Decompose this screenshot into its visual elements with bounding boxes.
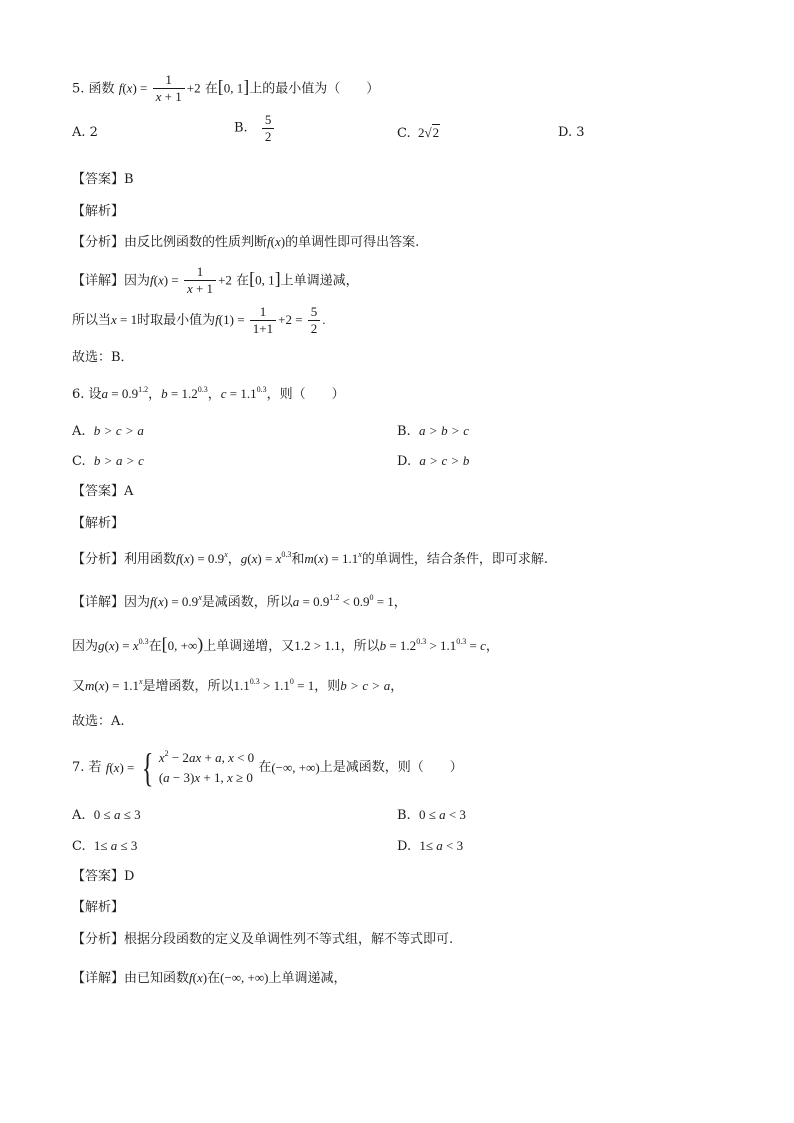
q7-detail: 【详解】由已知函数f(x)在(−∞, +∞)上单调递减， (72, 970, 347, 986)
q7-option-c: C. 1≤ a ≤ 3 (72, 838, 138, 854)
q5-option-a: A. 2 (72, 125, 98, 140)
q6-stem: 6. 设$a = 0.9^{1.2}$，$b = 1.2^{0.3}$，$c = 1.1^{0.3}$，则（ ） (72, 385, 345, 402)
q6-option-c: C. b > a > c (72, 453, 144, 469)
q7-jiexi: 【解析】 (72, 900, 125, 915)
q6-choose: 故选：A. (72, 714, 125, 729)
q6-option-a: A. b > c > a (72, 423, 144, 439)
q6-option-d: D. a > c > b (397, 453, 470, 469)
q7-option-a: A. 0 ≤ a ≤ 3 (72, 807, 141, 823)
q7-stem: 7. 若 f(x) = { $x^2 - 2ax + a$, x < 0 (a − 3)x + 1, x ≥ 0 在(−∞, +∞)上是减函数，则（ ） (72, 745, 463, 790)
q5-choose: 故选：B． (72, 350, 134, 365)
q5-answer: 【答案】B (72, 172, 134, 187)
q7-option-b: B. 0 ≤ a < 3 (397, 807, 466, 823)
q6-option-b: B. a > b > c (397, 423, 469, 439)
q5-jiexi: 【解析】 (72, 204, 125, 219)
q5-detail: 【详解】因为f(x) = $\frac{1}{x + 1}$ +2 在[0, 1]上单调递减， (72, 264, 359, 296)
q5-fenxi: 【分析】由反比例函数的性质判断f(x)的单调性即可得出答案. (72, 234, 420, 250)
q5-option-b: B. $\frac{5}{2}$ (234, 112, 276, 145)
q6-detail-1: 【详解】因为$f(x) = 0.9^x$是减函数，所以$a = 0.9^{1.2} < 0.9^0 = 1$， (72, 593, 407, 610)
q6-detail-3: 又$m(x) = 1.1^x$是增函数，所以$1.1^{0.3} > 1.1^0 = 1$，则b > c > a， (72, 677, 404, 694)
q7-answer: 【答案】D (72, 869, 135, 884)
q7-fenxi: 【分析】根据分段函数的定义及单调性列不等式组，解不等式即可. (72, 932, 454, 947)
piecewise-definition: { $x^2 - 2ax + a$, x < 0 (a − 3)x + 1, x ≥ 0 (141, 745, 255, 790)
q5-line2: 所以当x = 1时取最小值为f(1) = $\frac{1}{1+1}$ +2 = $\frac{5}{2}$ . (72, 304, 326, 336)
q5-option-c: C. 2√2 (397, 125, 440, 141)
q6-jiexi: 【解析】 (72, 516, 125, 531)
q5-stem: 5. 函数 f(x) = $\frac{1}{x + 1}$ +2 在[0, 1]上的最小值为（ ） (72, 72, 380, 104)
q7-option-d: D. 1≤ a < 3 (397, 838, 464, 854)
q6-detail-2: 因为$g(x) = x^{0.3}$在[0, +∞)上单调递增，又1.2 > 1.1，所以$b = 1.2^{0.3} > 1.1^{0.3} = c$， (72, 634, 499, 654)
q6-answer: 【答案】A (72, 484, 134, 499)
q6-fenxi: 【分析】利用函数$f(x) = 0.9^x$，$g(x) = x^{0.3}$和$m(x) = 1.1^x$的单调性，结合条件，即可求解. (72, 550, 548, 567)
q5-option-d: D. 3 (558, 125, 585, 140)
fraction: $\frac{1}{x + 1}$ (153, 72, 185, 106)
